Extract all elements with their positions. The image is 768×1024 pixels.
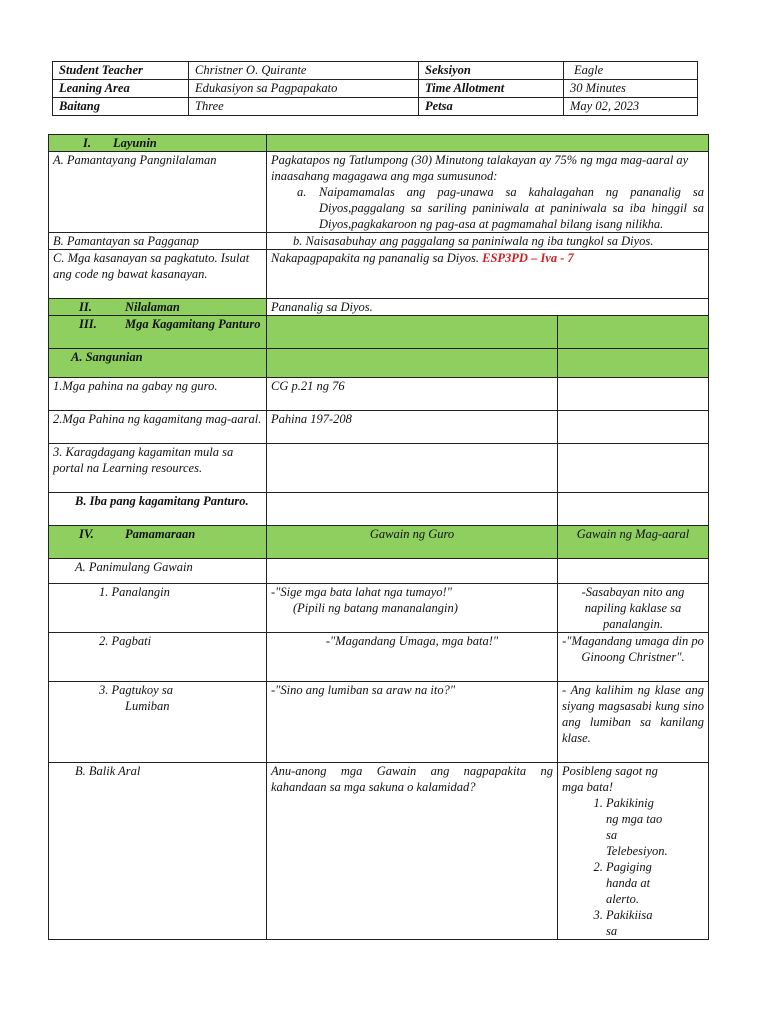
- teacher-activity: [267, 584, 558, 633]
- student-activity: -"Magandang umaga din po Ginoong Christner".: [558, 633, 709, 682]
- info-value: Eagle: [564, 62, 698, 80]
- student-activity: -Sasabayan nito ang napiling kaklase sa panalangin.: [558, 584, 709, 633]
- row-gabay-guro: [49, 378, 709, 411]
- row-label: A. Pamantayang Pangnilalaman: [49, 152, 267, 233]
- info-label: Seksiyon: [419, 62, 564, 80]
- student-activity: - Ang kalihim ng klase ang siyang magsasabi kung sino ang lumiban sa kanilang klase.: [558, 682, 709, 763]
- step-label: 2. Pagbati: [49, 633, 267, 682]
- section-header-fill: [558, 349, 709, 378]
- info-label: Baitang: [53, 98, 189, 116]
- section-header: [49, 526, 267, 559]
- row-pagbati: [49, 633, 709, 682]
- row-balik-aral: [49, 763, 709, 940]
- section-kagamitang-panturo: [49, 316, 709, 349]
- info-value: Edukasiyon sa Pagpapakato: [189, 80, 419, 98]
- subsection-label: B. Balik Aral: [49, 763, 267, 940]
- teacher-activity: -"Sino ang lumiban sa araw na ito?": [267, 682, 558, 763]
- subsection-header: A. Sangunian: [49, 349, 267, 378]
- step-label-line: 3. Pagtukoy sa: [99, 683, 173, 697]
- subsection-label: A. Panimulang Gawain: [49, 559, 267, 584]
- teacher-activity: Anu-anong mga Gawain ang nagpapakita ng kahandaan sa mga sakuna o kalamidad?: [267, 763, 558, 940]
- row-karagdagang-kagamitan: [49, 444, 709, 493]
- row-content: b. Naisasabuhay ang paggalang sa paniniwala ng iba tungkol sa Diyos.: [267, 233, 709, 250]
- row-pamantayan-pagganap: [49, 233, 709, 250]
- row-extra: [558, 411, 709, 444]
- section-value: Pananalig sa Diyos.: [267, 299, 709, 316]
- row-content: CG p.21 ng 76: [267, 378, 558, 411]
- column-header-guro: Gawain ng Guro: [267, 526, 558, 559]
- section-header: [49, 316, 267, 349]
- info-label: Petsa: [419, 98, 564, 116]
- objective-marker: a.: [297, 185, 307, 199]
- objective-text: Naipamamalas ang pag-unawa sa kahalagahan ng pananalig sa Diyos,paggalang sa sariling paniniwala at paniniwala sa iba hinggil sa Diyos,pagkakaroon ng pag-asa at pagmamahal bilang isang nilikha.: [319, 185, 704, 231]
- skill-text: Nakapagpapakita ng pananalig sa Diyos.: [271, 251, 479, 265]
- info-value: 30 Minutes: [564, 80, 698, 98]
- row-extra: [558, 493, 709, 526]
- info-label: Leaning Area: [53, 80, 189, 98]
- section-header-fill: [558, 316, 709, 349]
- list-item: 1. Pakikinig ng mga tao sa Telebesiyon.: [606, 795, 664, 859]
- section-number: IV.: [79, 527, 94, 541]
- step-label-line: Lumiban: [125, 699, 170, 713]
- section-header-fill: [267, 135, 709, 152]
- row-content: [267, 444, 558, 493]
- row-extra: [558, 444, 709, 493]
- section-header-fill: [267, 349, 558, 378]
- section-header-fill: [267, 316, 558, 349]
- info-value: May 02, 2023: [564, 98, 698, 116]
- step-label: 1. Panalangin: [49, 584, 267, 633]
- info-row: [53, 62, 698, 80]
- row-label: B. Pamantayan sa Pagganap: [49, 233, 267, 250]
- section-title: Pamamaraan: [125, 527, 196, 541]
- row-extra: [558, 378, 709, 411]
- info-label: Student Teacher: [53, 62, 189, 80]
- section-header: [49, 135, 267, 152]
- section-title: Mga Kagamitang Panturo: [125, 317, 261, 331]
- objective-item: [271, 184, 704, 232]
- possible-answers-list: [562, 795, 704, 939]
- row-content: [267, 493, 558, 526]
- lesson-plan-table: [48, 134, 709, 940]
- teacher-line: -"Sige mga bata lahat nga tumayo!": [271, 585, 452, 599]
- row-label: 3. Karagdagang kagamitan mula sa portal na Learning resources.: [49, 444, 267, 493]
- row-sangunian: [49, 349, 709, 378]
- row-iba-pang-kagamitan: [49, 493, 709, 526]
- row-content: Pahina 197-208: [267, 411, 558, 444]
- info-value: Three: [189, 98, 419, 116]
- row-panimulang-gawain: [49, 559, 709, 584]
- skill-code: ESP3PD – Iva - 7: [482, 251, 574, 265]
- info-value: Christner O. Quirante: [189, 62, 419, 80]
- info-label: Time Allotment: [419, 80, 564, 98]
- teacher-activity: -"Magandang Umaga, mga bata!": [267, 633, 558, 682]
- possible-answers-intro: Posibleng sagot ng mga bata!: [562, 764, 658, 794]
- row-kagamitang-magaaral: [49, 411, 709, 444]
- row-panalangin: [49, 584, 709, 633]
- teacher-line: (Pipili ng batang mananalangin): [293, 601, 458, 615]
- row-label: 1.Mga pahina na gabay ng guro.: [49, 378, 267, 411]
- section-number: II.: [79, 300, 92, 314]
- objective-intro: Pagkatapos ng Tatlumpong (30) Minutong talakayan ay 75% ng mga mag-aaral ay inaasahang magagawa ang mga sumusunod:: [271, 153, 689, 183]
- column-header-magaaral: Gawain ng Mag-aaral: [558, 526, 709, 559]
- section-title: Layunin: [113, 136, 157, 150]
- info-row: [53, 80, 698, 98]
- section-title: Nilalaman: [125, 300, 180, 314]
- student-activity: [558, 763, 709, 940]
- section-number: III.: [79, 317, 97, 331]
- row-label: C. Mga kasanayan sa pagkatuto. Isulat ang code ng bawat kasanayan.: [49, 250, 267, 299]
- section-pamamaraan: [49, 526, 709, 559]
- section-layunin: [49, 135, 709, 152]
- list-item: 2. Pagiging handa at alerto.: [606, 859, 664, 907]
- info-table: [52, 61, 698, 116]
- row-pamantayang-pangnilalaman: [49, 152, 709, 233]
- list-item: 3. Pakikiisa sa: [606, 907, 664, 939]
- section-nilalaman: [49, 299, 709, 316]
- row-extra: [558, 559, 709, 584]
- subsection-header: B. Iba pang kagamitang Panturo.: [49, 493, 267, 526]
- row-label: 2.Mga Pahina ng kagamitang mag-aaral.: [49, 411, 267, 444]
- section-header: [49, 299, 267, 316]
- row-pagtukoy-lumiban: [49, 682, 709, 763]
- step-label: [49, 682, 267, 763]
- row-content: [267, 559, 558, 584]
- info-row: [53, 98, 698, 116]
- section-number: I.: [83, 136, 91, 150]
- row-kasanayan: [49, 250, 709, 299]
- row-content: [267, 250, 709, 299]
- row-content: [267, 152, 709, 233]
